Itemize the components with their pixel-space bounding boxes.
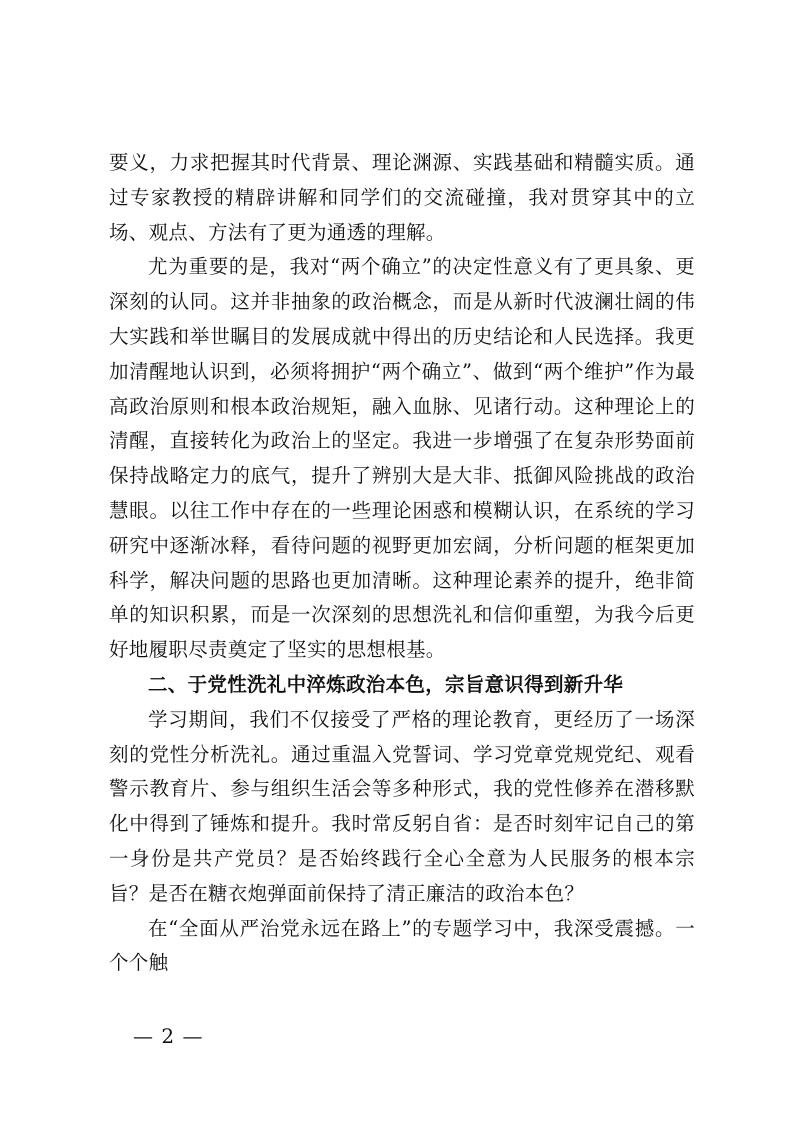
section-heading-two: 二、于党性洗礼中淬炼政治本色，宗旨意识得到新升华 <box>148 672 624 696</box>
page-number: — 2 — <box>133 1024 204 1048</box>
paragraph-two-establishments: 尤为重要的是，我对“两个确立”的决定性意义有了更具象、更深刻的认同。这并非抽象的政治概念，而是从新时代波澜壮阔的伟大实践和举世瞩目的发展成就中得出的历史结论和人民选择。我更加清醒地认识到，必须将拥护“两个确立”、做到“两个维护”作为最高政治原则和根本政治规矩，融入血脉、见诸行动。这种理论上的清醒，直接转化为政治上的坚定。我进一步增强了在复杂形势面前保持战略定力的底气，提升了辨别大是大非、抵御风险挑战的政治慧眼。以往工作中存在的一些理论困惑和模糊认识，在系统的学习研究中逐渐冰释，看待问题的视野更加宏阔，分析问题的框架更加科学，解决问题的思路也更加清晰。这种理论素养的提升，绝非简单的知识积累，而是一次深刻的思想洗礼和信仰重塑，为我今后更好地履职尽责奠定了坚实的思想根基。 <box>109 255 695 662</box>
paragraph-party-spirit: 学习期间，我们不仅接受了严格的理论教育，更经历了一场深刻的党性分析洗礼。通过重温入党誓词、学习党章党规党纪、观看警示教育片、参与组织生活会等多种形式，我的党性修养在潜移默化中得到了锤炼和提升。我时常反躬自省：是否时刻牢记自己的第一身份是共产党员？是否始终践行全心全意为人民服务的根本宗旨？是否在糖衣炮弹面前保持了清正廉洁的政治本色？ <box>109 707 695 905</box>
paragraph-strict-governance: 在“全面从严治党永远在路上”的专题学习中，我深受震撼。一个个触 <box>109 916 695 975</box>
body-text <box>109 146 695 981</box>
paragraph-continued: 要义，力求把握其时代背景、理论渊源、实践基础和精髓实质。通过专家教授的精辟讲解和同学们的交流碰撞，我对贯穿其中的立场、观点、方法有了更为通透的理解。 <box>109 151 695 244</box>
